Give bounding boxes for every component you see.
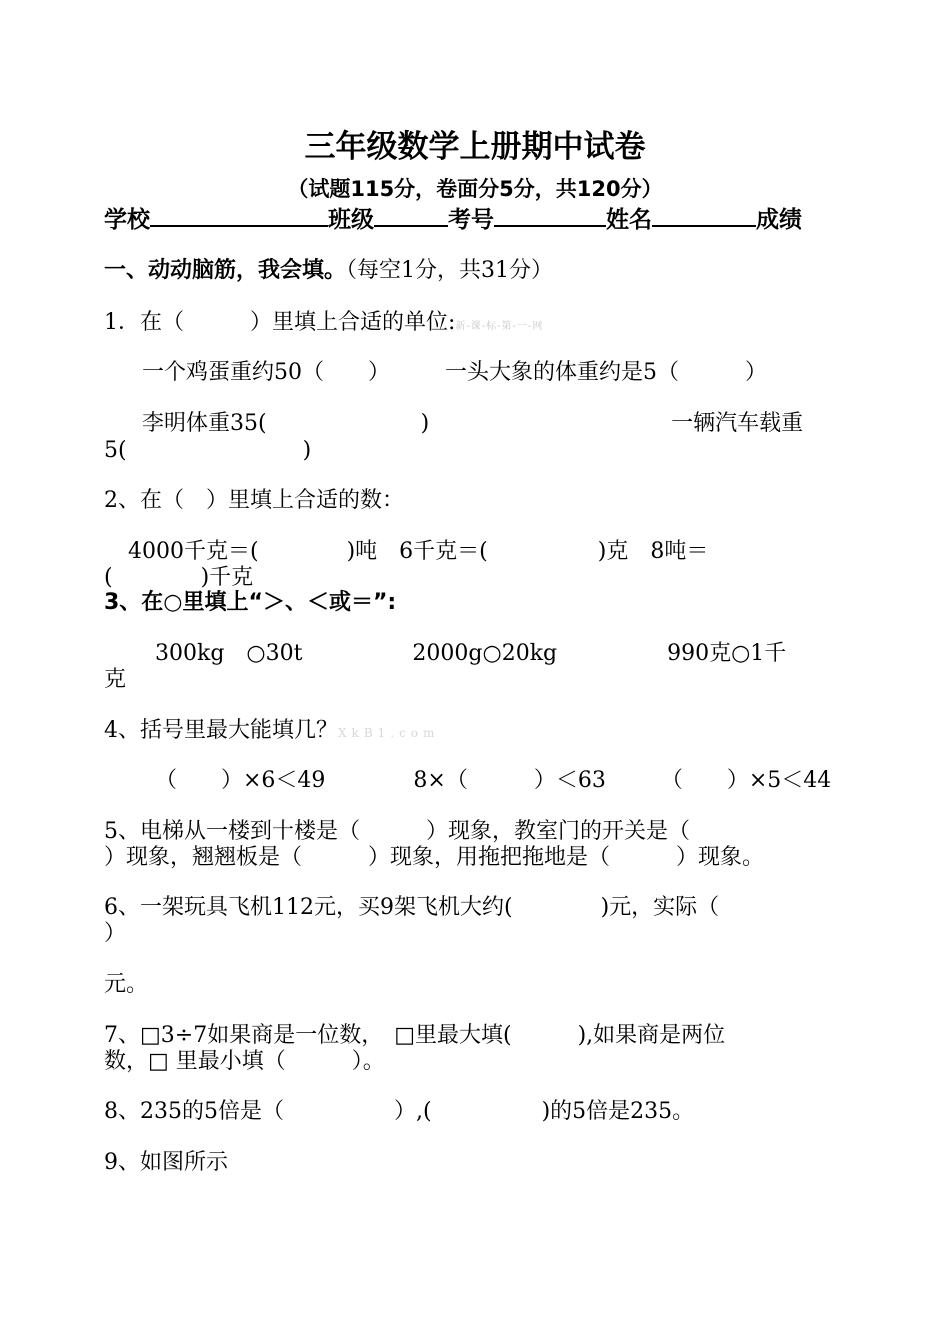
q1-text: 1．在（ ）里填上合适的单位: — [104, 310, 456, 335]
q3-line-b: 克 — [104, 667, 127, 692]
exam-no-blank[interactable] — [494, 205, 606, 227]
class-blank[interactable] — [374, 205, 448, 227]
watermark-text: 新-课-标-第-一-网 — [455, 321, 544, 332]
name-blank[interactable] — [652, 205, 756, 227]
student-info-line — [104, 205, 802, 234]
q2-line-a: 4000千克＝( )吨 6千克＝( )克 8吨＝ — [128, 539, 709, 564]
question-1 — [104, 310, 543, 340]
q1-line-a: 一个鸡蛋重约50（ ） 一头大象的体重约是5（ ） — [142, 360, 767, 385]
school-blank[interactable] — [150, 205, 328, 227]
q1-line-b: 李明体重35( ) 一辆汽车载重 — [142, 411, 804, 436]
exam-no-label: 考号 — [448, 207, 494, 233]
q6-line-b: ） — [104, 921, 127, 946]
q6-line-c: 元。 — [104, 972, 149, 997]
question-8: 8、235的5倍是（ ）,( )的5倍是235。 — [104, 1099, 695, 1124]
q4-text: 4、括号里最大能填几？ — [104, 718, 338, 743]
class-label: 班级 — [328, 207, 374, 233]
q6-line-a: 6、一架玩具飞机112元，买9架飞机大约( )元，实际（ — [104, 895, 720, 920]
question-3: 3、在○里填上“＞、＜或＝”: — [104, 590, 397, 615]
q5-line-a: 5、电梯从一楼到十楼是（ ）现象，教室门的开关是（ — [104, 819, 690, 844]
section1-heading: 一、动动脑筋，我会填。 — [104, 258, 347, 283]
q7-line-b: 数，□ 里最小填（ ）。 — [104, 1049, 385, 1074]
question-9: 9、如图所示 — [104, 1150, 228, 1175]
exam-subtitle: （试题115分，卷面分5分，共120分） — [287, 177, 663, 201]
section1-header — [104, 258, 553, 284]
section1-note: （每空1分，共31分） — [346, 258, 554, 283]
q3-line-a: 300kg ○30t 2000g○20kg 990克○1千 — [155, 641, 787, 666]
q2-line-b: ( )千克 — [104, 565, 254, 590]
exam-title: 三年级数学上册期中试卷 — [304, 129, 646, 165]
name-label: 姓名 — [606, 207, 652, 233]
q5-line-b: ）现象，翘翘板是（ ）现象，用拖把拖地是（ ）现象。 — [104, 845, 765, 870]
question-2: 2、在（ ）里填上合适的数： — [104, 488, 404, 513]
q7-line-a: 7、□3÷7如果商是一位数， □里最大填( ),如果商是两位 — [104, 1023, 726, 1048]
q4-line-a: （ ）×6＜49 8×（ ）＜63 （ ）×5＜44 — [155, 768, 832, 793]
watermark-text-2: XkB1.com — [338, 726, 440, 740]
question-4 — [104, 718, 439, 746]
q1-line-c: 5( ) — [104, 438, 312, 463]
school-label: 学校 — [104, 207, 150, 233]
score-label: 成绩 — [756, 207, 802, 233]
